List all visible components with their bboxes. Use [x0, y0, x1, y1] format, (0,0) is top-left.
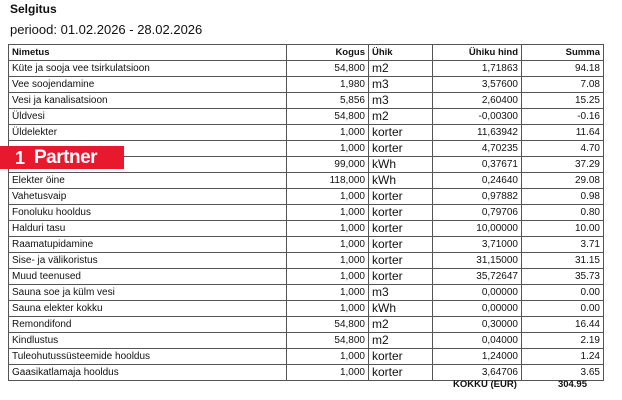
item-quantity: 54,800	[287, 317, 369, 333]
item-sum: 11.64	[522, 125, 604, 141]
table-row	[9, 269, 604, 285]
item-name: Tuleohutussüsteemide hooldus	[9, 349, 287, 365]
item-quantity: 1,000	[287, 125, 369, 141]
item-quantity: 1,000	[287, 237, 369, 253]
table-row	[9, 333, 604, 349]
item-unit: m2	[369, 109, 433, 125]
item-unit: m2	[369, 333, 433, 349]
item-sum: 3.71	[522, 237, 604, 253]
item-unit-price: 0,37671	[433, 157, 522, 173]
table-row	[9, 77, 604, 93]
item-name: Vesi ja kanalisatsioon	[9, 93, 287, 109]
table-row	[9, 285, 604, 301]
table-row	[9, 205, 604, 221]
item-unit-price: 1,71863	[433, 61, 522, 77]
table-row	[9, 93, 604, 109]
item-unit-price: 3,71000	[433, 237, 522, 253]
item-quantity: 1,000	[287, 141, 369, 157]
item-sum: 16.44	[522, 317, 604, 333]
item-unit-price: 0,30000	[433, 317, 522, 333]
item-name: Vee soojendamine	[9, 77, 287, 93]
item-unit: kWh	[369, 301, 433, 317]
item-quantity: 1,000	[287, 253, 369, 269]
item-quantity: 118,000	[287, 173, 369, 189]
item-unit-price: 2,60400	[433, 93, 522, 109]
table-row	[9, 189, 604, 205]
item-sum: 37.29	[522, 157, 604, 173]
item-quantity: 54,800	[287, 333, 369, 349]
item-quantity: 1,000	[287, 349, 369, 365]
item-sum: 94.18	[522, 61, 604, 77]
item-unit: kWh	[369, 173, 433, 189]
item-quantity: 5,856	[287, 93, 369, 109]
item-unit: korter	[369, 269, 433, 285]
table-body	[9, 61, 604, 381]
header-sum: Summa	[522, 45, 604, 61]
table-row	[9, 61, 604, 77]
header-unit-price: Ühiku hind	[433, 45, 522, 61]
billing-period: periood: 01.02.2026 - 28.02.2026	[10, 22, 203, 37]
header-quantity: Kogus	[287, 45, 369, 61]
item-unit: korter	[369, 365, 433, 381]
logo-mark-icon	[8, 148, 32, 167]
item-sum: 31.15	[522, 253, 604, 269]
item-unit: m2	[369, 61, 433, 77]
table-row	[9, 301, 604, 317]
item-name: Küte ja sooja vee tsirkulatsioon	[9, 61, 287, 77]
item-sum: 0.00	[522, 301, 604, 317]
charges-table	[8, 44, 604, 381]
item-sum: 0.98	[522, 189, 604, 205]
item-unit-price: 4,70235	[433, 141, 522, 157]
table-header-row	[9, 45, 604, 61]
item-sum: 35.73	[522, 269, 604, 285]
item-name: Fonoluku hooldus	[9, 205, 287, 221]
table-row	[9, 349, 604, 365]
item-quantity: 1,000	[287, 221, 369, 237]
item-unit-price: 0,97882	[433, 189, 522, 205]
item-unit: korter	[369, 205, 433, 221]
partner-logo	[0, 146, 124, 169]
item-unit-price: -0,00300	[433, 109, 522, 125]
item-quantity: 54,800	[287, 61, 369, 77]
table-row	[9, 317, 604, 333]
item-sum: 1.24	[522, 349, 604, 365]
item-unit: m3	[369, 77, 433, 93]
item-quantity: 54,800	[287, 109, 369, 125]
item-quantity: 1,000	[287, 269, 369, 285]
item-unit: korter	[369, 253, 433, 269]
item-name: Halduri tasu	[9, 221, 287, 237]
item-name: Sauna soe ja külm vesi	[9, 285, 287, 301]
item-unit-price: 11,63942	[433, 125, 522, 141]
table-row	[9, 253, 604, 269]
item-unit-price: 0,79706	[433, 205, 522, 221]
item-sum: 15.25	[522, 93, 604, 109]
item-name: Gaasikatlamaja hooldus	[9, 365, 287, 381]
table-row	[9, 109, 604, 125]
item-unit-price: 0,24640	[433, 173, 522, 189]
item-unit-price: 10,00000	[433, 221, 522, 237]
document-title: Selgitus	[10, 2, 57, 16]
total-value: 304.95	[557, 379, 587, 390]
item-name: Remondifond	[9, 317, 287, 333]
item-sum: 10.00	[522, 221, 604, 237]
item-quantity: 1,000	[287, 301, 369, 317]
item-unit: m3	[369, 93, 433, 109]
item-quantity: 1,000	[287, 189, 369, 205]
item-name: Kindlustus	[9, 333, 287, 349]
item-unit: korter	[369, 125, 433, 141]
item-unit-price: 0,00000	[433, 285, 522, 301]
item-quantity: 1,000	[287, 365, 369, 381]
item-name: Üldvesi	[9, 109, 287, 125]
item-quantity: 1,980	[287, 77, 369, 93]
total-label: KOKKU (EUR)	[453, 379, 517, 390]
item-unit-price: 0,04000	[433, 333, 522, 349]
item-sum: 0.80	[522, 205, 604, 221]
item-name: Sauna elekter kokku	[9, 301, 287, 317]
item-name: Vahetusvaip	[9, 189, 287, 205]
item-sum: 7.08	[522, 77, 604, 93]
item-sum: 29.08	[522, 173, 604, 189]
item-name: Muud teenused	[9, 269, 287, 285]
item-sum: 4.70	[522, 141, 604, 157]
item-unit-price: 3,57600	[433, 77, 522, 93]
item-unit-price: 3,64706	[433, 365, 522, 381]
item-sum: 0.00	[522, 285, 604, 301]
item-unit: m2	[369, 317, 433, 333]
table-row	[9, 237, 604, 253]
item-unit: korter	[369, 189, 433, 205]
item-name: Raamatupidamine	[9, 237, 287, 253]
item-quantity: 1,000	[287, 285, 369, 301]
item-sum: 2.19	[522, 333, 604, 349]
table-row	[9, 125, 604, 141]
item-unit-price: 31,15000	[433, 253, 522, 269]
item-unit-price: 0,00000	[433, 301, 522, 317]
item-unit: korter	[369, 349, 433, 365]
item-unit: m3	[369, 285, 433, 301]
item-unit: korter	[369, 141, 433, 157]
svg-text:1: 1	[14, 148, 26, 167]
item-unit: korter	[369, 221, 433, 237]
item-quantity: 1,000	[287, 205, 369, 221]
header-name: Nimetus	[9, 45, 287, 61]
table-row	[9, 221, 604, 237]
item-sum: 3.65	[522, 365, 604, 381]
item-name: Üldelekter	[9, 125, 287, 141]
item-unit: korter	[369, 237, 433, 253]
item-quantity: 99,000	[287, 157, 369, 173]
item-name: Sise- ja välikoristus	[9, 253, 287, 269]
header-unit: Ühik	[369, 45, 433, 61]
item-unit-price: 1,24000	[433, 349, 522, 365]
logo-wordmark: Partner	[34, 146, 98, 168]
table-row	[9, 173, 604, 189]
item-name: Elekter öine	[9, 173, 287, 189]
item-sum: -0.16	[522, 109, 604, 125]
item-unit-price: 35,72647	[433, 269, 522, 285]
item-unit: kWh	[369, 157, 433, 173]
